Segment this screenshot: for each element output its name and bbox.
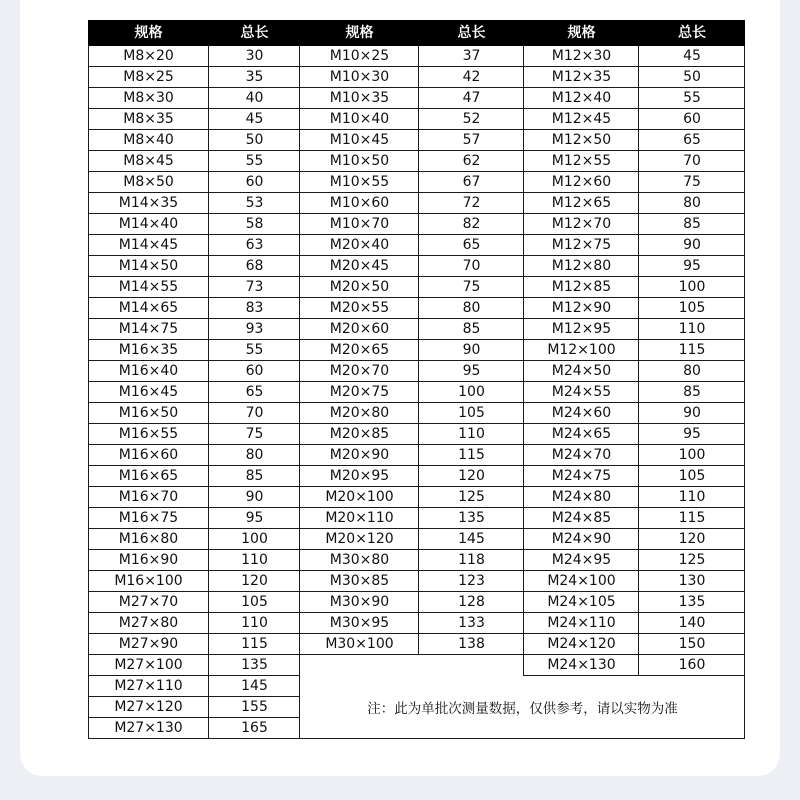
length-cell: 60: [245, 363, 264, 379]
spec-cell: M12×70: [551, 216, 612, 232]
spec-cell: M20×65: [329, 342, 390, 358]
length-cell: 105: [678, 300, 706, 316]
spec-cell: M24×75: [551, 468, 612, 484]
length-cell: 105: [241, 594, 268, 610]
spec-cell: M14×35: [118, 195, 179, 211]
header-spec-3: 规格: [567, 25, 596, 41]
length-cell: 75: [462, 279, 481, 295]
spec-cell: M10×55: [329, 174, 390, 190]
length-cell: 58: [245, 216, 264, 232]
length-cell: 60: [245, 174, 264, 190]
length-cell: 47: [462, 90, 481, 106]
spec-cell: M16×40: [118, 363, 179, 379]
spec-cell: M20×60: [329, 321, 390, 337]
length-cell: 100: [678, 447, 706, 463]
length-cell: 45: [683, 48, 701, 64]
length-cell: 90: [683, 237, 701, 253]
length-cell: 125: [458, 489, 485, 505]
spec-cell: M8×40: [123, 132, 174, 148]
spec-cell: M12×40: [551, 90, 612, 106]
length-cell: 100: [678, 279, 706, 295]
spec-cell: M12×85: [551, 279, 612, 295]
spec-cell: M8×25: [123, 69, 174, 85]
spec-cell: M10×25: [329, 48, 390, 64]
length-cell: 133: [458, 615, 485, 631]
length-cell: 115: [678, 510, 706, 526]
spec-cell: M24×130: [547, 657, 616, 673]
spec-cell: M10×45: [329, 132, 390, 148]
spec-cell: M12×30: [551, 48, 612, 64]
spec-cell: M16×60: [118, 447, 179, 463]
spec-cell: M27×80: [118, 615, 179, 631]
length-cell: 50: [683, 69, 701, 85]
spec-cell: M16×65: [118, 468, 179, 484]
length-cell: 125: [678, 552, 706, 568]
length-cell: 95: [683, 426, 701, 442]
length-cell: 80: [462, 300, 481, 316]
spec-cell: M12×100: [547, 342, 616, 358]
spec-cell: M12×80: [551, 258, 612, 274]
spec-cell: M16×75: [118, 510, 179, 526]
length-cell: 40: [245, 90, 264, 106]
header-spec-1: 规格: [134, 25, 163, 41]
length-cell: 110: [241, 552, 268, 568]
length-cell: 65: [462, 237, 481, 253]
length-cell: 120: [241, 573, 268, 589]
length-cell: 90: [462, 342, 481, 358]
spec-cell: M10×70: [329, 216, 390, 232]
spec-cell: M20×85: [329, 426, 390, 442]
spec-cell: M14×75: [118, 321, 179, 337]
spec-cell: M20×55: [329, 300, 390, 316]
length-cell: 65: [683, 132, 701, 148]
length-cell: 95: [462, 363, 481, 379]
length-cell: 52: [462, 111, 481, 127]
header-length-3: 总长: [678, 25, 706, 41]
length-cell: 105: [458, 405, 485, 421]
spec-cell: M24×100: [547, 573, 616, 589]
length-cell: 115: [678, 342, 706, 358]
spec-cell: M20×75: [329, 384, 390, 400]
spec-cell: M24×65: [551, 426, 612, 442]
measurement-note: 注：此为单批次测量数据，仅供参考，请以实物为准: [367, 701, 678, 717]
spec-cell: M27×100: [114, 657, 183, 673]
spec-cell: M12×50: [551, 132, 612, 148]
spec-cell: M27×130: [114, 720, 183, 736]
length-cell: 68: [245, 258, 264, 274]
spec-cell: M20×90: [329, 447, 390, 463]
length-cell: 30: [245, 48, 264, 64]
spec-cell: M12×95: [551, 321, 612, 337]
header-spec-2: 规格: [345, 25, 374, 41]
spec-cell: M14×55: [118, 279, 179, 295]
spec-cell: M24×60: [551, 405, 612, 421]
spec-cell: M10×35: [329, 90, 390, 106]
length-cell: 85: [462, 321, 481, 337]
spec-cell: M30×95: [329, 615, 390, 631]
length-cell: 75: [683, 174, 701, 190]
length-cell: 55: [683, 90, 701, 106]
spec-cell: M16×70: [118, 489, 179, 505]
spec-cell: M10×50: [329, 153, 390, 169]
length-cell: 62: [462, 153, 481, 169]
length-cell: 85: [683, 384, 701, 400]
header-length-2: 总长: [457, 25, 486, 41]
length-cell: 35: [245, 69, 264, 85]
spec-cell: M24×90: [551, 531, 612, 547]
length-cell: 95: [245, 510, 264, 526]
length-cell: 115: [241, 636, 268, 652]
length-cell: 100: [241, 531, 268, 547]
length-cell: 135: [458, 510, 485, 526]
length-cell: 67: [462, 174, 481, 190]
spec-cell: M14×65: [118, 300, 179, 316]
length-cell: 145: [241, 678, 268, 694]
spec-cell: M8×35: [123, 111, 174, 127]
spec-cell: M14×50: [118, 258, 179, 274]
length-cell: 115: [458, 447, 485, 463]
spec-cell: M8×50: [123, 174, 174, 190]
length-cell: 100: [458, 384, 485, 400]
spec-cell: M24×50: [551, 363, 612, 379]
spec-cell: M24×55: [551, 384, 612, 400]
spec-cell: M20×45: [329, 258, 390, 274]
spec-cell: M10×40: [329, 111, 390, 127]
spec-cell: M12×55: [551, 153, 612, 169]
spec-cell: M12×65: [551, 195, 612, 211]
length-cell: 160: [678, 657, 706, 673]
spec-cell: M16×90: [118, 552, 179, 568]
length-cell: 128: [458, 594, 485, 610]
length-cell: 95: [683, 258, 701, 274]
spec-cell: M27×70: [118, 594, 179, 610]
length-cell: 80: [683, 195, 701, 211]
length-cell: 110: [458, 426, 485, 442]
spec-cell: M8×20: [123, 48, 174, 64]
spec-cell: M10×60: [329, 195, 390, 211]
length-cell: 155: [241, 699, 268, 715]
length-cell: 120: [678, 531, 706, 547]
spec-cell: M10×30: [329, 69, 390, 85]
length-cell: 70: [462, 258, 481, 274]
spec-cell: M12×90: [551, 300, 612, 316]
spec-cell: M30×90: [329, 594, 390, 610]
length-cell: 120: [458, 468, 485, 484]
spec-cell: M24×95: [551, 552, 612, 568]
length-cell: 110: [241, 615, 268, 631]
spec-cell: M12×75: [551, 237, 612, 253]
length-cell: 123: [458, 573, 485, 589]
spec-cell: M14×40: [118, 216, 179, 232]
length-cell: 60: [683, 111, 701, 127]
length-cell: 57: [462, 132, 481, 148]
spec-cell: M20×50: [329, 279, 390, 295]
spec-cell: M27×90: [118, 636, 179, 652]
spec-cell: M20×120: [325, 531, 394, 547]
spec-cell: M12×35: [551, 69, 612, 85]
spec-cell: M20×70: [329, 363, 390, 379]
spec-cell: M16×45: [118, 384, 179, 400]
spec-cell: M24×70: [551, 447, 612, 463]
spec-cell: M30×85: [329, 573, 390, 589]
spec-cell: M14×45: [118, 237, 179, 253]
length-cell: 90: [683, 405, 701, 421]
spec-cell: M30×80: [329, 552, 390, 568]
spec-cell: M8×30: [123, 90, 174, 106]
spec-cell: M24×110: [547, 615, 616, 631]
spec-cell: M24×120: [547, 636, 616, 652]
length-cell: 55: [245, 153, 264, 169]
spec-cell: M24×80: [551, 489, 612, 505]
spec-cell: M16×80: [118, 531, 179, 547]
length-cell: 73: [245, 279, 264, 295]
length-cell: 83: [245, 300, 264, 316]
spec-cell: M16×100: [114, 573, 183, 589]
length-cell: 42: [462, 69, 481, 85]
length-cell: 53: [245, 195, 264, 211]
spec-cell: M20×40: [329, 237, 390, 253]
length-cell: 55: [245, 342, 264, 358]
spec-cell: M20×100: [325, 489, 394, 505]
length-cell: 110: [678, 321, 706, 337]
length-cell: 80: [245, 447, 264, 463]
length-cell: 70: [245, 405, 264, 421]
spec-cell: M24×85: [551, 510, 612, 526]
content-card: [20, 0, 780, 776]
length-cell: 70: [683, 153, 701, 169]
length-cell: 105: [678, 468, 706, 484]
length-cell: 138: [458, 636, 485, 652]
spec-cell: M12×45: [551, 111, 612, 127]
spec-cell: M16×55: [118, 426, 179, 442]
length-cell: 165: [241, 720, 268, 736]
length-cell: 72: [462, 195, 481, 211]
length-cell: 45: [245, 111, 264, 127]
spec-cell: M16×50: [118, 405, 179, 421]
length-cell: 65: [245, 384, 264, 400]
length-cell: 63: [245, 237, 264, 253]
length-cell: 80: [683, 363, 701, 379]
length-cell: 130: [678, 573, 706, 589]
length-cell: 110: [678, 489, 706, 505]
length-cell: 37: [462, 48, 481, 64]
length-cell: 118: [458, 552, 485, 568]
spec-cell: M27×120: [114, 699, 183, 715]
length-cell: 93: [245, 321, 264, 337]
length-cell: 90: [245, 489, 264, 505]
length-cell: 85: [245, 468, 264, 484]
header-length-1: 总长: [240, 25, 269, 41]
spec-cell: M20×110: [325, 510, 394, 526]
length-cell: 75: [245, 426, 264, 442]
length-cell: 135: [678, 594, 706, 610]
length-cell: 145: [458, 531, 485, 547]
spec-cell: M30×100: [325, 636, 394, 652]
length-cell: 50: [245, 132, 264, 148]
spec-cell: M20×80: [329, 405, 390, 421]
spec-cell: M27×110: [114, 678, 183, 694]
length-cell: 140: [678, 615, 706, 631]
spec-cell: M24×105: [547, 594, 616, 610]
spec-cell: M20×95: [329, 468, 390, 484]
spec-cell: M8×45: [123, 153, 174, 169]
length-cell: 150: [678, 636, 706, 652]
spec-cell: M16×35: [118, 342, 179, 358]
length-cell: 82: [462, 216, 481, 232]
length-cell: 85: [683, 216, 701, 232]
spec-cell: M12×60: [551, 174, 612, 190]
length-cell: 135: [241, 657, 268, 673]
